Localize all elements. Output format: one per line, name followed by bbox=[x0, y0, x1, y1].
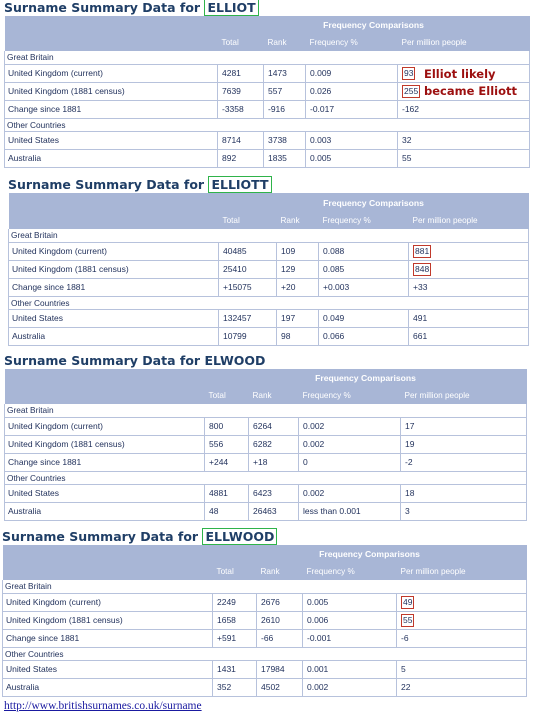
cell-frequency: 0.002 bbox=[303, 678, 397, 696]
cell-rank: 6264 bbox=[249, 417, 299, 435]
cell-rank: -66 bbox=[257, 629, 303, 647]
table-row bbox=[5, 131, 530, 149]
cell-rank: 557 bbox=[264, 82, 306, 100]
col-total: Total bbox=[218, 34, 264, 51]
table-row bbox=[9, 309, 529, 327]
cell-frequency: 0.001 bbox=[303, 660, 397, 678]
table-row bbox=[5, 453, 527, 471]
cell-per-million: 17 bbox=[401, 417, 527, 435]
source-link[interactable]: http://www.britishsurnames.co.uk/surname bbox=[4, 700, 202, 712]
title-prefix: Surname Summary Data for bbox=[8, 177, 205, 192]
cell-total: +15075 bbox=[219, 278, 277, 296]
cell-per-million: 55 bbox=[398, 149, 530, 167]
row-label: Change since 1881 bbox=[9, 278, 219, 296]
col-rank: Rank bbox=[257, 563, 303, 580]
table-row bbox=[3, 678, 527, 696]
col-total: Total bbox=[205, 387, 249, 404]
table-row bbox=[9, 260, 529, 278]
table-row bbox=[5, 502, 527, 520]
cell-total: 1431 bbox=[213, 660, 257, 678]
cell-rank: 98 bbox=[277, 327, 319, 345]
table-row bbox=[5, 149, 530, 167]
table-row bbox=[9, 327, 529, 345]
table-row bbox=[3, 593, 527, 611]
table-row bbox=[9, 242, 529, 260]
cell-frequency: 0.088 bbox=[319, 242, 409, 260]
cell-frequency: 0.066 bbox=[319, 327, 409, 345]
cell-total: 8714 bbox=[218, 131, 264, 149]
header-frequency-comparisons: Frequency Comparisons bbox=[219, 193, 529, 212]
surname-highlight: ELLIOT bbox=[204, 0, 258, 16]
row-label: Australia bbox=[5, 502, 205, 520]
cell-per-million: -2 bbox=[401, 453, 527, 471]
header-frequency-comparisons: Frequency Comparisons bbox=[213, 545, 527, 563]
cell-total: -3358 bbox=[218, 100, 264, 118]
cell-rank: 2676 bbox=[257, 593, 303, 611]
cell-per-million bbox=[409, 242, 529, 260]
cell-per-million: 3 bbox=[401, 502, 527, 520]
row-label: Change since 1881 bbox=[5, 453, 205, 471]
cell-total: 1658 bbox=[213, 611, 257, 629]
col-per-million: Per million people bbox=[401, 387, 527, 404]
surname-highlight: ELLIOTT bbox=[208, 176, 271, 193]
cell-rank: 6423 bbox=[249, 484, 299, 502]
cell-per-million: 661 bbox=[409, 327, 529, 345]
title-prefix: Surname Summary Data for bbox=[4, 353, 201, 368]
table-row bbox=[3, 629, 527, 647]
cell-frequency: -0.001 bbox=[303, 629, 397, 647]
group-great-britain: Great Britain bbox=[5, 51, 530, 64]
cell-per-million: 491 bbox=[409, 309, 529, 327]
cell-per-million: +33 bbox=[409, 278, 529, 296]
row-label: Australia bbox=[9, 327, 219, 345]
col-per-million: Per million people bbox=[398, 34, 530, 51]
cell-rank: 26463 bbox=[249, 502, 299, 520]
cell-per-million bbox=[397, 611, 527, 629]
cell-per-million bbox=[409, 260, 529, 278]
surname-label: ELWOOD bbox=[204, 353, 266, 368]
table-row bbox=[3, 611, 527, 629]
group-other-countries: Other Countries bbox=[5, 471, 527, 484]
cell-frequency: 0.026 bbox=[306, 82, 398, 100]
cell-frequency: less than 0.001 bbox=[299, 502, 401, 520]
highlight-box: 55 bbox=[403, 614, 413, 625]
cell-total: 132457 bbox=[219, 309, 277, 327]
col-frequency: Frequency % bbox=[303, 563, 397, 580]
highlight-box: 848 bbox=[415, 263, 430, 274]
cell-frequency: 0.006 bbox=[303, 611, 397, 629]
row-label: United States bbox=[3, 660, 213, 678]
cell-total: 40485 bbox=[219, 242, 277, 260]
row-label: United States bbox=[5, 131, 218, 149]
cell-frequency: 0.002 bbox=[299, 484, 401, 502]
cell-total: 556 bbox=[205, 435, 249, 453]
cell-total: 2249 bbox=[213, 593, 257, 611]
annotation-note bbox=[424, 66, 517, 100]
row-label: Australia bbox=[5, 149, 218, 167]
section-title bbox=[2, 529, 277, 544]
cell-total: 48 bbox=[205, 502, 249, 520]
section-title bbox=[8, 177, 272, 192]
cell-rank: 1473 bbox=[264, 64, 306, 82]
group-great-britain: Great Britain bbox=[3, 580, 527, 593]
cell-rank: 1835 bbox=[264, 149, 306, 167]
col-frequency: Frequency % bbox=[299, 387, 401, 404]
cell-rank: 6282 bbox=[249, 435, 299, 453]
row-label: United Kingdom (current) bbox=[5, 64, 218, 82]
row-label: United Kingdom (1881 census) bbox=[5, 82, 218, 100]
cell-total: +244 bbox=[205, 453, 249, 471]
title-prefix: Surname Summary Data for bbox=[4, 0, 201, 15]
cell-frequency: 0.003 bbox=[306, 131, 398, 149]
table-row bbox=[5, 484, 527, 502]
cell-frequency: 0.009 bbox=[306, 64, 398, 82]
table-row bbox=[5, 417, 527, 435]
cell-per-million: -6 bbox=[397, 629, 527, 647]
table-row bbox=[5, 435, 527, 453]
table-row bbox=[3, 660, 527, 678]
group-other-countries: Other Countries bbox=[5, 118, 530, 131]
cell-total: 7639 bbox=[218, 82, 264, 100]
highlight-box: 93 bbox=[404, 67, 414, 78]
table-row bbox=[5, 100, 530, 118]
cell-rank: 17984 bbox=[257, 660, 303, 678]
cell-per-million: 18 bbox=[401, 484, 527, 502]
row-label: United Kingdom (current) bbox=[5, 417, 205, 435]
highlight-box: 49 bbox=[403, 596, 413, 607]
highlight-box: 881 bbox=[415, 245, 430, 256]
cell-frequency: 0.002 bbox=[299, 417, 401, 435]
cell-per-million bbox=[397, 593, 527, 611]
summary-table bbox=[2, 545, 527, 697]
col-per-million: Per million people bbox=[397, 563, 527, 580]
cell-rank: -916 bbox=[264, 100, 306, 118]
group-other-countries: Other Countries bbox=[3, 647, 527, 660]
group-other-countries: Other Countries bbox=[9, 296, 529, 309]
row-label: Change since 1881 bbox=[5, 100, 218, 118]
header-frequency-comparisons: Frequency Comparisons bbox=[205, 369, 527, 387]
row-label: United Kingdom (current) bbox=[3, 593, 213, 611]
cell-total: 4881 bbox=[205, 484, 249, 502]
cell-rank: +18 bbox=[249, 453, 299, 471]
col-per-million: Per million people bbox=[409, 212, 529, 229]
cell-per-million: -162 bbox=[398, 100, 530, 118]
header-frequency-comparisons: Frequency Comparisons bbox=[218, 16, 530, 34]
cell-total: 25410 bbox=[219, 260, 277, 278]
cell-total: 4281 bbox=[218, 64, 264, 82]
col-frequency: Frequency % bbox=[319, 212, 409, 229]
highlight-box: 255 bbox=[404, 85, 419, 96]
title-prefix: Surname Summary Data for bbox=[2, 529, 199, 544]
cell-per-million: 32 bbox=[398, 131, 530, 149]
table-row bbox=[9, 278, 529, 296]
cell-rank: 129 bbox=[277, 260, 319, 278]
cell-frequency: 0 bbox=[299, 453, 401, 471]
cell-per-million: 5 bbox=[397, 660, 527, 678]
section-title bbox=[4, 0, 259, 15]
row-label: Australia bbox=[3, 678, 213, 696]
cell-rank: 197 bbox=[277, 309, 319, 327]
cell-total: +591 bbox=[213, 629, 257, 647]
surname-highlight: ELLWOOD bbox=[202, 528, 277, 545]
cell-frequency: 0.005 bbox=[306, 149, 398, 167]
cell-rank: 2610 bbox=[257, 611, 303, 629]
row-label: United States bbox=[5, 484, 205, 502]
row-label: United Kingdom (1881 census) bbox=[9, 260, 219, 278]
col-frequency: Frequency % bbox=[306, 34, 398, 51]
cell-per-million: 19 bbox=[401, 435, 527, 453]
cell-frequency: 0.002 bbox=[299, 435, 401, 453]
group-great-britain: Great Britain bbox=[5, 404, 527, 417]
cell-total: 892 bbox=[218, 149, 264, 167]
row-label: United Kingdom (1881 census) bbox=[5, 435, 205, 453]
cell-per-million: 22 bbox=[397, 678, 527, 696]
cell-rank: 4502 bbox=[257, 678, 303, 696]
cell-frequency: 0.049 bbox=[319, 309, 409, 327]
col-rank: Rank bbox=[264, 34, 306, 51]
col-rank: Rank bbox=[277, 212, 319, 229]
cell-rank: 3738 bbox=[264, 131, 306, 149]
cell-total: 352 bbox=[213, 678, 257, 696]
cell-rank: 109 bbox=[277, 242, 319, 260]
cell-rank: +20 bbox=[277, 278, 319, 296]
group-great-britain: Great Britain bbox=[9, 229, 529, 242]
annotation-line: became Elliott bbox=[424, 84, 517, 98]
cell-total: 800 bbox=[205, 417, 249, 435]
cell-frequency: 0.085 bbox=[319, 260, 409, 278]
section-title bbox=[4, 353, 265, 368]
col-total: Total bbox=[219, 212, 277, 229]
row-label: United States bbox=[9, 309, 219, 327]
row-label: United Kingdom (current) bbox=[9, 242, 219, 260]
summary-table bbox=[8, 193, 529, 346]
col-total: Total bbox=[213, 563, 257, 580]
cell-frequency: +0.003 bbox=[319, 278, 409, 296]
cell-frequency: -0.017 bbox=[306, 100, 398, 118]
row-label: United Kingdom (1881 census) bbox=[3, 611, 213, 629]
row-label: Change since 1881 bbox=[3, 629, 213, 647]
annotation-line: Elliot likely bbox=[424, 67, 496, 81]
cell-total: 10799 bbox=[219, 327, 277, 345]
summary-table bbox=[4, 369, 527, 521]
col-rank: Rank bbox=[249, 387, 299, 404]
cell-frequency: 0.005 bbox=[303, 593, 397, 611]
